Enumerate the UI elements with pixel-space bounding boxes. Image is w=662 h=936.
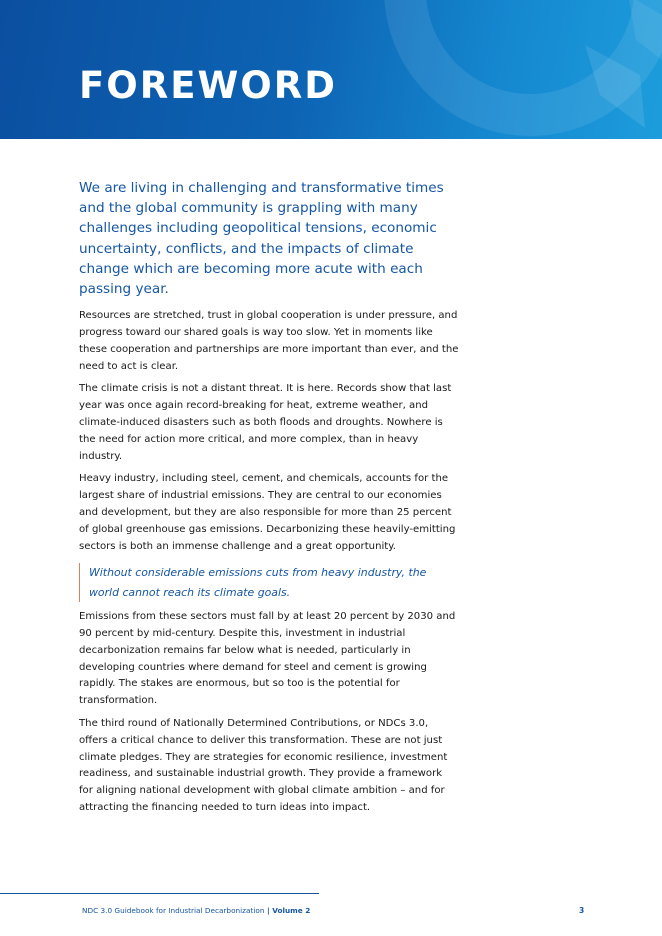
body-paragraph: Emissions from these sectors must fall by at least 20 percent by 2030 and 90 percent by mid-century. Despite this, investment in industrial decarbonization remains far below what is needed, particularly in developing countries where demand for steel and cement is growing rapidly. The stakes are enormous, but so too is the potential for transformation. [79, 611, 456, 707]
footer-volume: Volume 2 [272, 906, 311, 915]
body-paragraph: The climate crisis is not a distant threat. It is here. Records show that last year was once again record-breaking for heat, extreme weather, and climate-induced disasters such as both floods and droughts. Nowhere is the need for action more critical, and more complex, than in heavy industry. [79, 383, 452, 462]
body-paragraph: The third round of Nationally Determined Contributions, or NDCs 3.0, offers a critical chance to deliver this transformation. These are not just climate pledges. They are strategies for economic resilience, investment readiness, and sustainable industrial growth. They provide a framework for aligning national development with global climate ambition – and for attracting the financing needed to turn ideas into impact. [79, 717, 448, 813]
footer-divider [0, 893, 319, 894]
footer-guidebook-name: NDC 3.0 Guidebook for Industrial Decarbonization [82, 906, 265, 915]
body-paragraph: Resources are stretched, trust in global cooperation is under pressure, and progress toward our shared goals is way too slow. Yet in moments like these cooperation and partnerships are more important than ever, and the need to act is clear. [79, 310, 459, 372]
page-title: FOREWORD [79, 64, 337, 107]
header-banner [0, 0, 662, 139]
body-paragraph: Heavy industry, including steel, cement, and chemicals, accounts for the largest share of industrial emissions. They are central to our economies and development, but they are also responsible for more than 25 percent of global greenhouse gas emissions. Decarbonizing these heavily-emitting sectors is both an immense challenge and a great opportunity. [79, 473, 456, 552]
pull-quote: Without considerable emissions cuts from heavy industry, the world cannot reach its climate goals. [79, 563, 459, 602]
footer-document-title [82, 905, 310, 917]
footer-separator: | [264, 906, 273, 915]
intro-paragraph: We are living in challenging and transformative times and the global community is grappling with many challenges including geopolitical tensions, economic uncertainty, conflicts, and the impacts of climate change which are becoming more acute with each passing year. [79, 180, 444, 298]
foreword-body [79, 178, 459, 823]
page-number: 3 [579, 906, 585, 915]
